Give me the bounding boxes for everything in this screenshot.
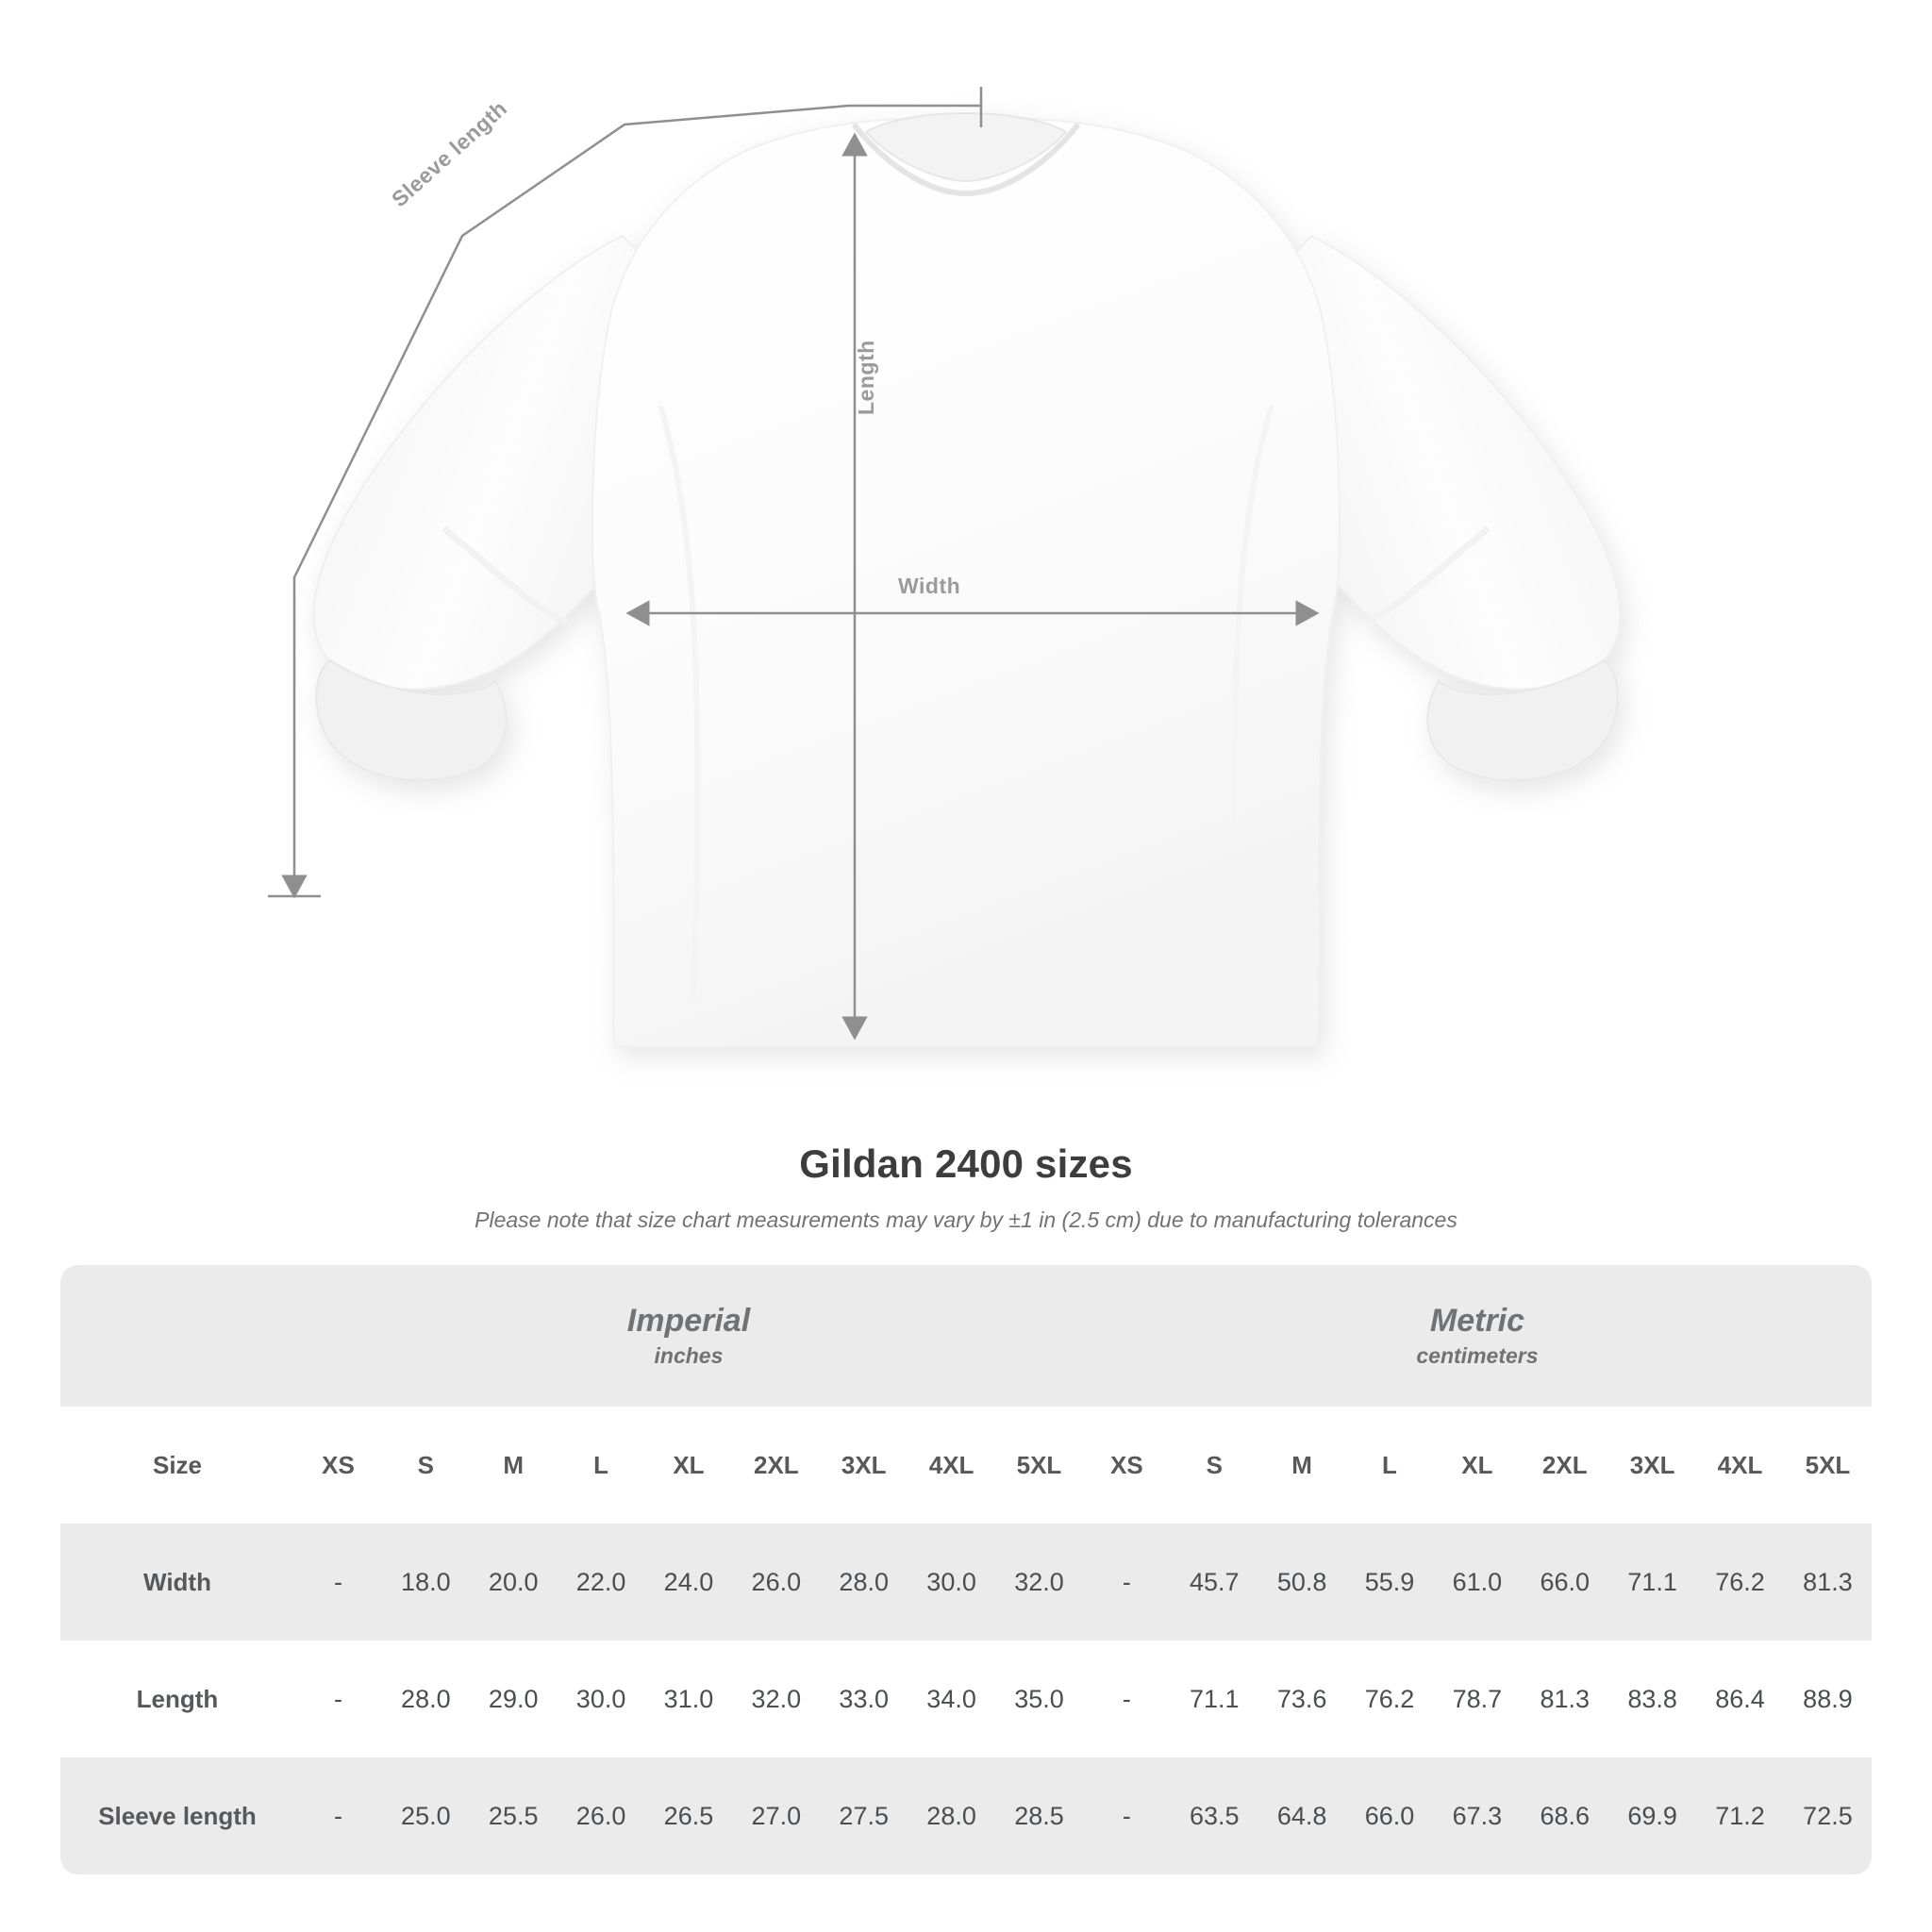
table-cell: 30.0 bbox=[908, 1524, 995, 1641]
table-cell: 66.0 bbox=[1521, 1524, 1608, 1641]
table-cell: 22.0 bbox=[558, 1524, 645, 1641]
table-cell: 81.3 bbox=[1784, 1524, 1872, 1641]
table-cell: 28.0 bbox=[908, 1757, 995, 1874]
table-cell: 26.0 bbox=[558, 1757, 645, 1874]
table-cell: 50.8 bbox=[1258, 1524, 1346, 1641]
table-cell: 25.0 bbox=[382, 1757, 470, 1874]
unit-subtitle: inches bbox=[654, 1343, 724, 1369]
table-cell: 68.6 bbox=[1521, 1757, 1608, 1874]
table-cell: 71.1 bbox=[1608, 1524, 1696, 1641]
table-cell: 28.5 bbox=[995, 1757, 1083, 1874]
table-cell: 35.0 bbox=[995, 1641, 1083, 1757]
size-column-header: 4XL bbox=[908, 1407, 995, 1524]
table-row bbox=[60, 1524, 1872, 1641]
table-cell: 66.0 bbox=[1346, 1757, 1434, 1874]
table-cell: 45.7 bbox=[1171, 1524, 1258, 1641]
table-cell: - bbox=[294, 1524, 382, 1641]
table-cell: 69.9 bbox=[1608, 1757, 1696, 1874]
unit-name: Imperial bbox=[626, 1302, 751, 1339]
table-row bbox=[60, 1757, 1872, 1874]
table-cell: 76.2 bbox=[1696, 1524, 1784, 1641]
table-cell: 29.0 bbox=[470, 1641, 558, 1757]
size-column-header: M bbox=[1258, 1407, 1346, 1524]
row-header-sleeve-length: Sleeve length bbox=[60, 1757, 294, 1874]
table-cell: - bbox=[1083, 1524, 1171, 1641]
table-cell: - bbox=[1083, 1757, 1171, 1874]
row-header-width: Width bbox=[60, 1524, 294, 1641]
page-title: Gildan 2400 sizes bbox=[799, 1141, 1133, 1186]
table-row bbox=[60, 1641, 1872, 1757]
table-cell: 32.0 bbox=[995, 1524, 1083, 1641]
table-cell: 67.3 bbox=[1433, 1757, 1521, 1874]
table-cell: 25.5 bbox=[470, 1757, 558, 1874]
table-cell: 72.5 bbox=[1784, 1757, 1872, 1874]
row-header-length: Length bbox=[60, 1641, 294, 1757]
size-column-header: XL bbox=[1433, 1407, 1521, 1524]
table-cell: 28.0 bbox=[382, 1641, 470, 1757]
table-cell: 27.5 bbox=[820, 1757, 908, 1874]
shirt-body-shape bbox=[314, 113, 1621, 1047]
unit-group-header-metric bbox=[1083, 1265, 1872, 1407]
table-cell: 28.0 bbox=[820, 1524, 908, 1641]
tolerance-note: Please note that size chart measurements may vary by ±1 in (2.5 cm) due to manufacturing tolerances bbox=[475, 1208, 1457, 1232]
table-cell: 71.1 bbox=[1171, 1641, 1258, 1757]
table-cell: 76.2 bbox=[1346, 1641, 1434, 1757]
table-cell: 27.0 bbox=[732, 1757, 820, 1874]
size-column-header: S bbox=[1171, 1407, 1258, 1524]
table-cell: 81.3 bbox=[1521, 1641, 1608, 1757]
table-cell: 33.0 bbox=[820, 1641, 908, 1757]
table-cell: - bbox=[294, 1641, 382, 1757]
table-cell: 78.7 bbox=[1433, 1641, 1521, 1757]
size-column-header: L bbox=[558, 1407, 645, 1524]
unit-subtitle: centimeters bbox=[1416, 1343, 1539, 1369]
table-cell: 86.4 bbox=[1696, 1641, 1784, 1757]
table-cell: 55.9 bbox=[1346, 1524, 1434, 1641]
table-cell: 73.6 bbox=[1258, 1641, 1346, 1757]
size-column-header: 4XL bbox=[1696, 1407, 1784, 1524]
size-column-header: S bbox=[382, 1407, 470, 1524]
size-column-header: XS bbox=[1083, 1407, 1171, 1524]
size-column-header: 5XL bbox=[1784, 1407, 1872, 1524]
size-column-header: 3XL bbox=[820, 1407, 908, 1524]
size-column-header: 2XL bbox=[732, 1407, 820, 1524]
table-cell: 31.0 bbox=[645, 1641, 733, 1757]
table-cell: 30.0 bbox=[558, 1641, 645, 1757]
unit-name: Metric bbox=[1429, 1302, 1525, 1339]
chart-heading bbox=[0, 1141, 1932, 1233]
table-cell: 26.0 bbox=[732, 1524, 820, 1641]
size-column-header: 3XL bbox=[1608, 1407, 1696, 1524]
table-cell: 26.5 bbox=[645, 1757, 733, 1874]
sleeve-length-label: Sleeve length bbox=[387, 95, 512, 212]
table-cell: 24.0 bbox=[645, 1524, 733, 1641]
length-label: Length bbox=[854, 340, 878, 415]
size-row-label: Size bbox=[60, 1407, 294, 1524]
table-cell: 63.5 bbox=[1171, 1757, 1258, 1874]
table-cell: - bbox=[294, 1757, 382, 1874]
width-label: Width bbox=[898, 574, 961, 598]
table-cell: - bbox=[1083, 1641, 1171, 1757]
table-cell: 64.8 bbox=[1258, 1757, 1346, 1874]
table-cell: 32.0 bbox=[732, 1641, 820, 1757]
table-cell: 83.8 bbox=[1608, 1641, 1696, 1757]
table-cell: 88.9 bbox=[1784, 1641, 1872, 1757]
size-column-header: L bbox=[1346, 1407, 1434, 1524]
size-column-header: XS bbox=[294, 1407, 382, 1524]
size-chart-table bbox=[60, 1265, 1872, 1874]
table-cell: 34.0 bbox=[908, 1641, 995, 1757]
table-cell: 18.0 bbox=[382, 1524, 470, 1641]
size-column-header: 5XL bbox=[995, 1407, 1083, 1524]
unit-group-header-imperial bbox=[294, 1265, 1083, 1407]
size-column-header: M bbox=[470, 1407, 558, 1524]
table-cell: 71.2 bbox=[1696, 1757, 1784, 1874]
size-column-header: XL bbox=[645, 1407, 733, 1524]
table-cell: 61.0 bbox=[1433, 1524, 1521, 1641]
size-chart-table-wrapper bbox=[60, 1265, 1872, 1874]
size-column-header: 2XL bbox=[1521, 1407, 1608, 1524]
table-cell: 20.0 bbox=[470, 1524, 558, 1641]
table-corner-cell bbox=[60, 1265, 294, 1407]
